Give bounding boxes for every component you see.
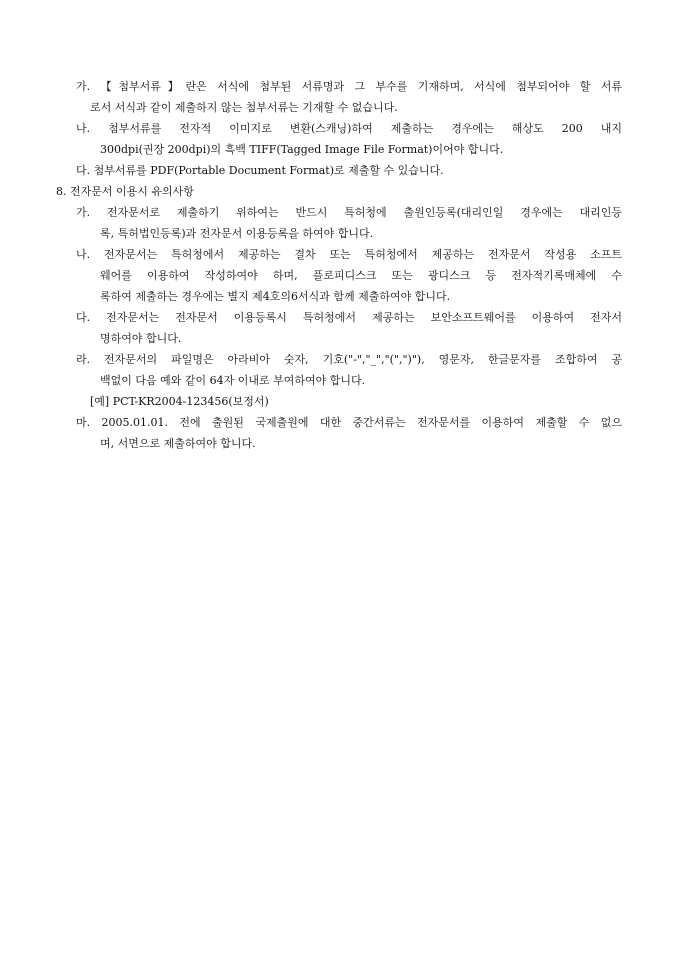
- s8-item-ra-example: [예] PCT-KR2004-123456(보정서): [90, 395, 269, 408]
- item-na-line-2: 300dpi(권장 200dpi)의 흑백 TIFF(Tagged Image File Format)이어야 합니다.: [100, 143, 504, 156]
- s8-item-da-line-2: 명하여야 합니다.: [100, 332, 182, 345]
- item-ga-line-1: 가. 【첨부서류】란은 서식에 첨부된 서류명과 그 부수를 기재하며, 서식에 첨부되어야 할 서류: [76, 80, 622, 93]
- s8-item-na-line-1: 나. 전자문서는 특허청에서 제공하는 결차 또는 특허청에서 제공하는 전자문서 작성용 소프트: [76, 248, 622, 261]
- s8-item-ga-line-1: 가. 전자문서로 제출하기 위하여는 반드시 특허청에 출원인등록(대리인일 경우에는 대리인등: [76, 206, 622, 219]
- s8-item-na-line-3: 록하여 제출하는 경우에는 별지 제4호의6서식과 함께 제출하여야 합니다.: [100, 290, 451, 303]
- item-na-line-1: 나. 첨부서류를 전자적 이미지로 변환(스캐닝)하여 제출하는 경우에는 해상도 200 내지: [76, 122, 622, 135]
- item-da-line-1: 다. 첨부서류를 PDF(Portable Document Format)로 제출할 수 있습니다.: [76, 164, 444, 177]
- s8-item-da-line-1: 다. 전자문서는 전자문서 이용등록시 특허청에서 제공하는 보안소프트웨어를 이용하여 전자서: [76, 311, 622, 324]
- s8-item-ga-line-2: 록, 특허법인등록)과 전자문서 이용등록을 하여야 합니다.: [100, 227, 374, 240]
- s8-item-ma-line-1: 마. 2005.01.01. 전에 출원된 국제출원에 대한 중간서류는 전자문서를 이용하여 제출할 수 없으: [76, 416, 622, 429]
- s8-item-na-line-2: 웨어를 이용하여 작성하여야 하며, 플로피디스크 또는 광디스크 등 전자적기록매체에 수: [100, 269, 622, 282]
- item-ga-line-2: 로서 서식과 같이 제출하지 않는 첨부서류는 기재할 수 없습니다.: [90, 101, 398, 114]
- section-8-heading: 8. 전자문서 이용시 유의사항: [56, 185, 194, 198]
- s8-item-ma-line-2: 며, 서면으로 제출하여야 합니다.: [100, 437, 256, 450]
- s8-item-ra-line-2: 백없이 다음 예와 같이 64자 이내로 부여하여야 합니다.: [100, 374, 366, 387]
- s8-item-ra-line-1: 라. 전자문서의 파일명은 아라비아 숫자, 기호("-","_","(",")"), 영문자, 한글문자를 조합하여 공: [76, 353, 622, 366]
